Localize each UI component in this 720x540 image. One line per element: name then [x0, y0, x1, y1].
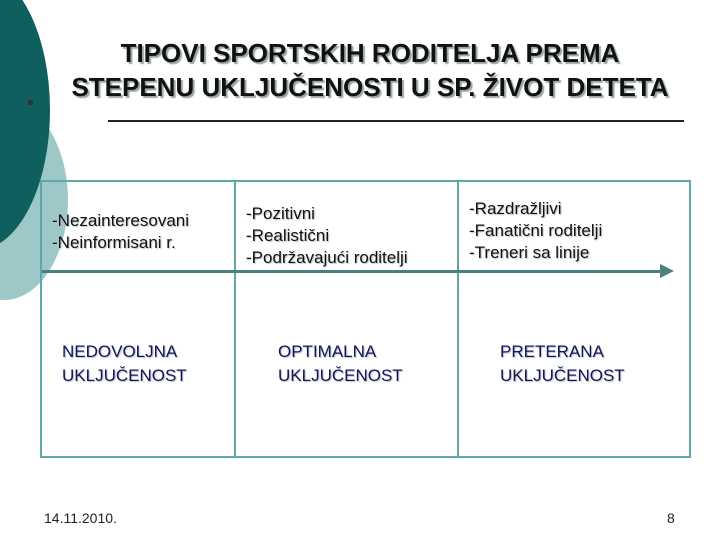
- involvement-arrow: [42, 270, 662, 273]
- level-label: NEDOVOLJNA: [62, 342, 178, 361]
- type-item: -Fanatični roditelji: [469, 221, 603, 240]
- level-label: UKLJUČENOST: [62, 366, 187, 385]
- type-item: -Realistični: [246, 226, 330, 245]
- type-item: -Pozitivni: [246, 204, 315, 223]
- level-excessive: [500, 340, 625, 388]
- type-item: -Nezainteresovani: [52, 211, 190, 230]
- level-low: [62, 340, 187, 388]
- types-list-optimal: [246, 203, 408, 269]
- title-line-2: STEPENU UKLJUČENOSTI U SP. ŽIVOT DETETA: [71, 72, 669, 102]
- footer-date: 14.11.2010.: [44, 510, 117, 526]
- level-optimal: [278, 340, 403, 388]
- types-list-low: [52, 210, 189, 254]
- title-line-1: TIPOVI SPORTSKIH RODITELJA PREMA: [120, 38, 620, 68]
- column-divider-2: [457, 181, 459, 456]
- types-list-excessive: [469, 198, 602, 264]
- level-label: PRETERANA: [500, 342, 604, 361]
- type-item: -Neinformisani r.: [52, 233, 176, 252]
- arrow-head-icon: [660, 264, 674, 278]
- slide-title: [20, 36, 720, 104]
- type-item: -Podržavajući roditelji: [246, 248, 408, 267]
- level-label: UKLJUČENOST: [278, 366, 403, 385]
- type-item: -Treneri sa linije: [469, 243, 590, 262]
- column-divider-1: [234, 181, 236, 456]
- type-item: -Razdražljivi: [469, 199, 562, 218]
- page-number: 8: [667, 510, 675, 526]
- title-underline: [108, 120, 684, 122]
- level-label: OPTIMALNA: [278, 342, 377, 361]
- level-label: UKLJUČENOST: [500, 366, 625, 385]
